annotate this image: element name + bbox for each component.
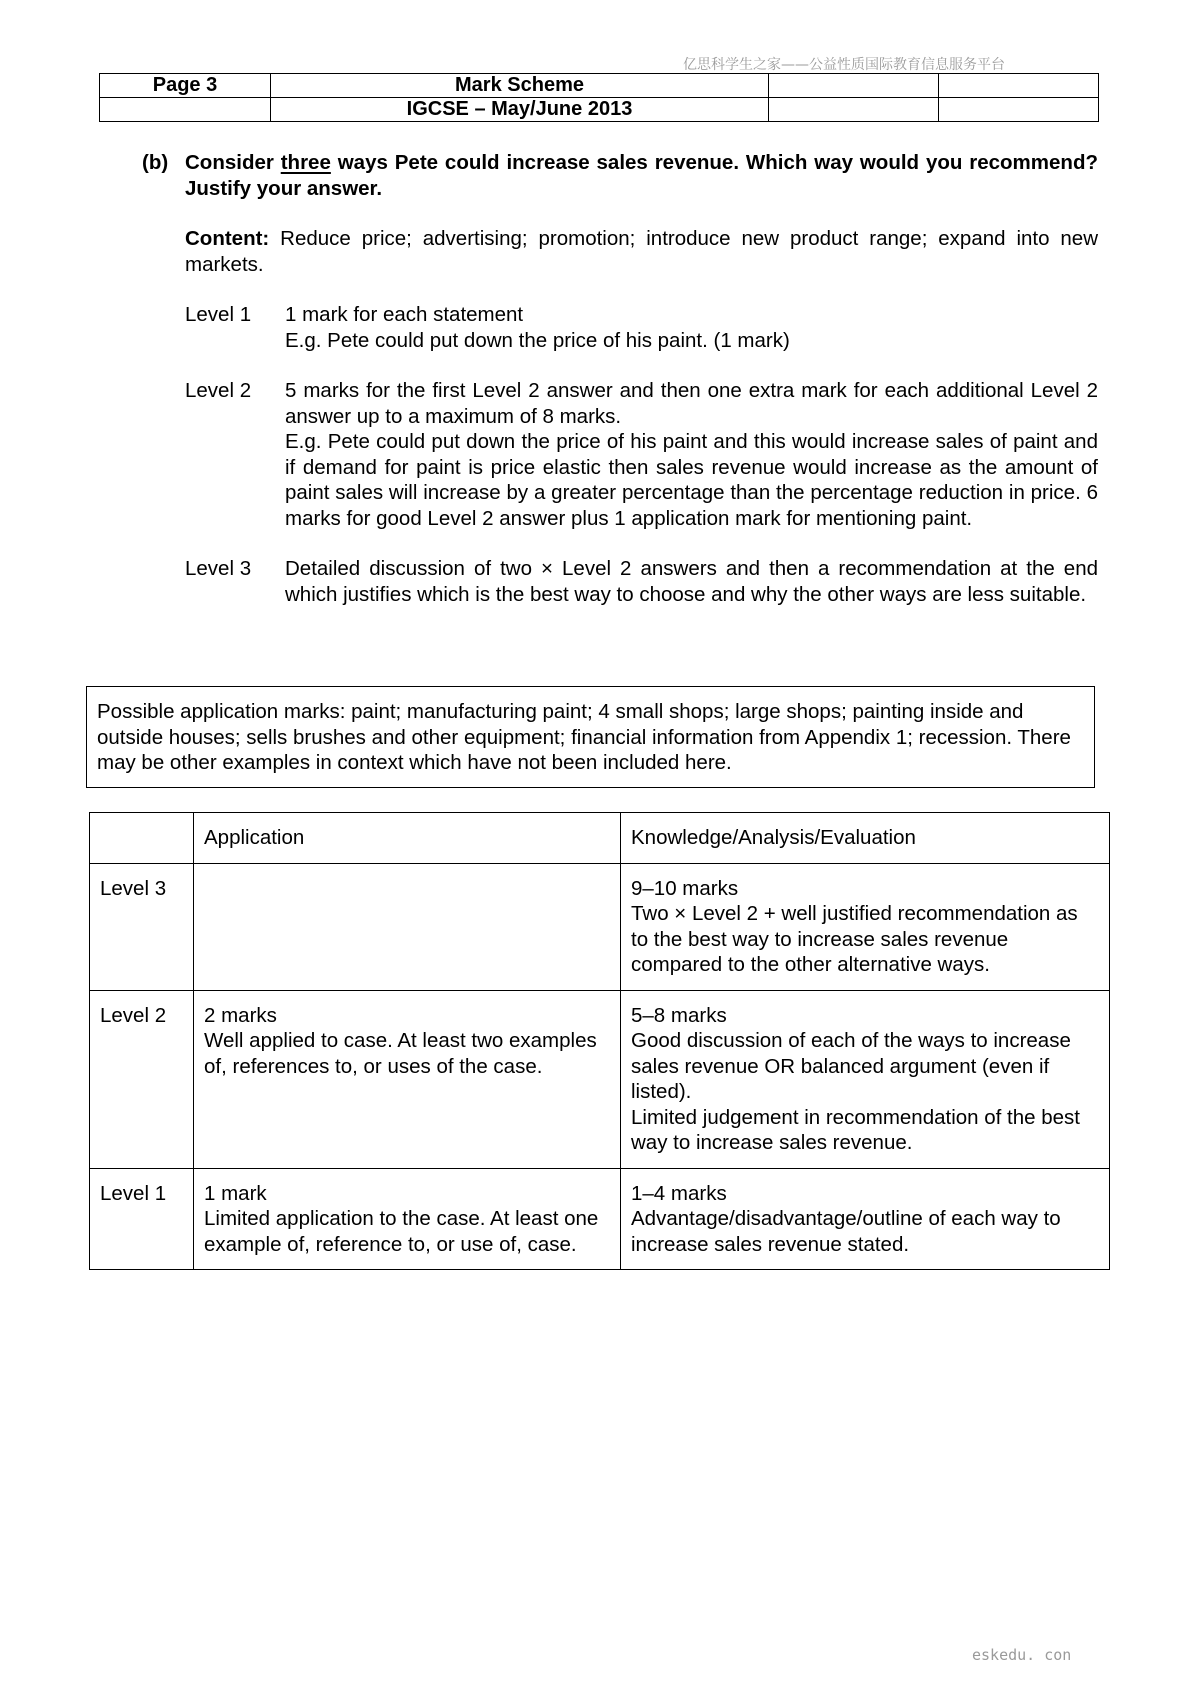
content-text: Reduce price; advertising; promotion; introduce new product range; expand into new markets. xyxy=(185,227,1098,276)
document-title: Mark Scheme xyxy=(271,74,769,98)
header-empty-cell xyxy=(100,98,271,122)
table-header-cell xyxy=(90,813,194,864)
header-empty-cell xyxy=(769,98,939,122)
content-paragraph xyxy=(185,226,1098,277)
question-section xyxy=(142,150,1098,607)
watermark-top: 亿思科学生之家——公益性质国际教育信息服务平台 xyxy=(683,57,1005,73)
application-marks-box: Possible application marks: paint; manufacturing paint; 4 small shops; large shops; painting inside and outside houses; sells brushes and other equipment; financial information from Appendix 1; recession. There may be other examples in context which have not been included here. xyxy=(86,686,1095,788)
content-label: Content: xyxy=(185,227,270,250)
level-text: 1 mark for each statement E.g. Pete could put down the price of his paint. (1 mark) xyxy=(285,303,790,352)
table-row xyxy=(90,863,1110,990)
table-header-row xyxy=(90,813,1110,864)
question-text: Consider three ways Pete could increase sales revenue. Which way would you recommend? Justify your answer. xyxy=(185,151,1098,200)
level-text: 5 marks for the first Level 2 answer and then one extra mark for each additional Level 2 answer up to a maximum of 8 marks. E.g. Pete could put down the price of his paint and this would increase sales of paint and if demand for paint is price elastic then sales revenue would increase as the amount of paint sales will increase by a greater percentage than the percentage reduction in price. 6 marks for good Level 2 answer plus 1 application mark for mentioning paint. xyxy=(285,379,1098,530)
level-text: Detailed discussion of two × Level 2 answers and then a recommendation at the end which justifies which is the best way to choose and why the other ways are less suitable. xyxy=(285,557,1098,606)
level-cell: Level 1 xyxy=(90,1168,194,1270)
level-label: Level 2 xyxy=(185,379,252,402)
level-cell: Level 2 xyxy=(90,990,194,1168)
level-descriptor xyxy=(185,556,1098,607)
kae-cell: 1–4 marks Advantage/disadvantage/outline of each way to increase sales revenue stated. xyxy=(621,1168,1110,1270)
header-table xyxy=(99,73,1099,122)
watermark-bottom: eskedu. con xyxy=(972,1646,1072,1664)
level-descriptor xyxy=(185,378,1098,531)
application-cell xyxy=(194,863,621,990)
kae-cell: 9–10 marks Two × Level 2 + well justified recommendation as to the best way to increase sales revenue compared to the other alternative ways. xyxy=(621,863,1110,990)
header-empty-cell xyxy=(939,74,1099,98)
question-heading xyxy=(142,150,1098,201)
question-label: (b) xyxy=(142,151,169,174)
table-row xyxy=(90,1168,1110,1270)
table-header-cell: Knowledge/Analysis/Evaluation xyxy=(621,813,1110,864)
header-empty-cell xyxy=(769,74,939,98)
underlined-word: three xyxy=(280,151,331,174)
marking-grid xyxy=(89,812,1110,1270)
table-header-cell: Application xyxy=(194,813,621,864)
level-descriptor xyxy=(185,302,1098,353)
page-number: Page 3 xyxy=(100,74,271,98)
header-empty-cell xyxy=(939,98,1099,122)
level-label: Level 3 xyxy=(185,557,252,580)
document-subtitle: IGCSE – May/June 2013 xyxy=(271,98,769,122)
level-cell: Level 3 xyxy=(90,863,194,990)
application-cell: 1 mark Limited application to the case. At least one example of, reference to, or use of, case. xyxy=(194,1168,621,1270)
kae-cell: 5–8 marks Good discussion of each of the ways to increase sales revenue OR balanced argument (even if listed). Limited judgement in recommendation of the best way to increase sales revenue. xyxy=(621,990,1110,1168)
application-cell: 2 marks Well applied to case. At least two examples of, references to, or uses of the case. xyxy=(194,990,621,1168)
table-row xyxy=(90,990,1110,1168)
level-label: Level 1 xyxy=(185,303,252,326)
